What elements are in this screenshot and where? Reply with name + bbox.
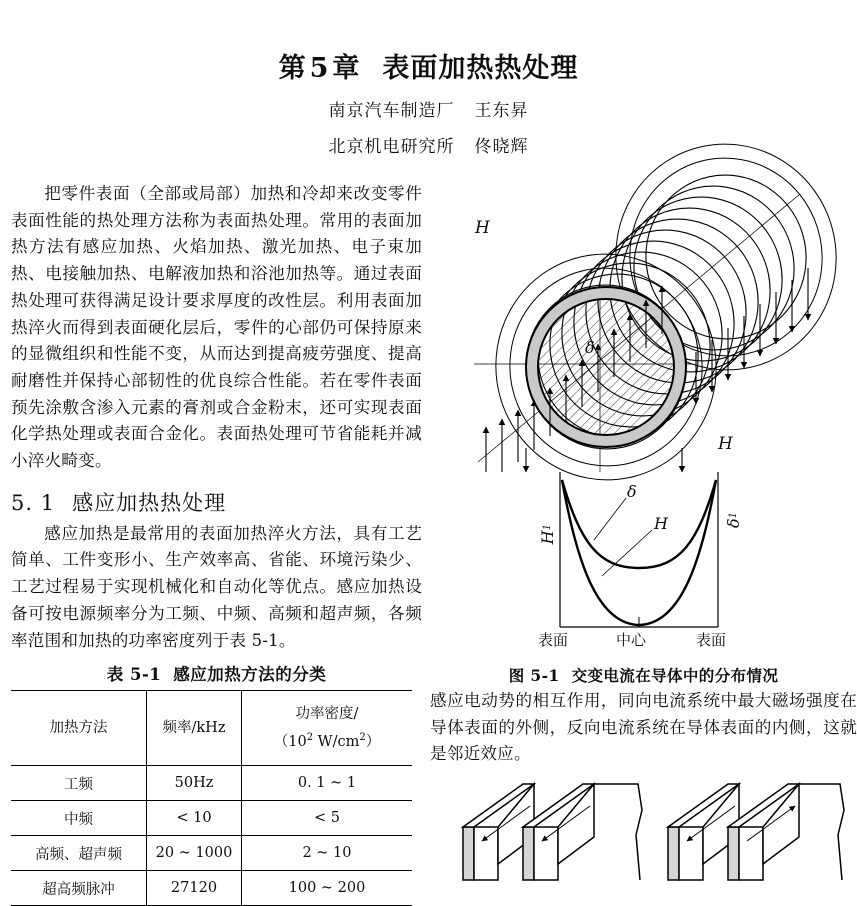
table-header-row <box>11 691 412 766</box>
table-row <box>11 836 412 871</box>
figure-caption <box>430 664 857 686</box>
plot-curve-label-delta: δ <box>627 482 637 501</box>
figure-caption-text: 交变电流在导体中的分布情况 <box>571 666 779 685</box>
unit-sup-1: 2 <box>306 732 314 744</box>
y-right-subscript: 1 <box>728 512 739 519</box>
author-1-org: 南京汽车制造厂 <box>328 101 455 121</box>
section-number: 5. 1 <box>11 490 56 515</box>
chapter-title-text: 表面加热热处理 <box>382 53 579 84</box>
table-header-power-density <box>242 691 413 766</box>
cylinder-label-delta: δ <box>585 338 595 357</box>
table-caption-label: 表 5-1 <box>106 665 162 685</box>
page-title <box>0 46 857 85</box>
right-column-text <box>430 688 857 768</box>
cell-frequency: < 10 <box>147 801 242 836</box>
table-body <box>11 766 412 906</box>
left-column <box>11 181 422 906</box>
table-caption-text: 感应加热方法的分类 <box>173 665 327 685</box>
cell-power-density: < 5 <box>242 801 413 836</box>
plate-current-figure <box>430 775 857 880</box>
table-caption <box>11 661 422 685</box>
cell-power-density: 2 ~ 10 <box>242 836 413 871</box>
cell-method: 中频 <box>11 801 147 836</box>
section-title: 感应加热热处理 <box>72 490 227 515</box>
table-row <box>11 871 412 906</box>
cell-power-density: 100 ~ 200 <box>242 871 413 906</box>
distribution-plot-svg <box>430 472 857 652</box>
cell-method: 工频 <box>11 766 147 801</box>
section-heading-5-1 <box>11 487 422 517</box>
y-left-subscript: 1 <box>542 524 553 531</box>
chapter-header <box>0 46 857 157</box>
induction-heating-table <box>11 690 412 906</box>
chapter-word: 章 <box>332 53 361 84</box>
proximity-effect-paragraph: 感应电动势的相互作用，同向电流系统中最大磁场强度在导体表面的外侧，反向电流系统在导体表面的内侧，这就是邻近效应。 <box>430 691 857 764</box>
unit-post: ） <box>365 734 381 751</box>
y-right-symbol: δ <box>724 518 743 529</box>
cell-frequency: 50Hz <box>147 766 242 801</box>
table-row <box>11 801 412 836</box>
author-2-name: 佟晓辉 <box>474 137 529 157</box>
plot-x-tick-left: 表面 <box>538 631 569 649</box>
table-header-frequency: 频率/kHz <box>147 691 242 766</box>
unit-sup-2: 2 <box>359 732 366 744</box>
author-line-1 <box>0 96 857 121</box>
cylinder-label-h-right: H <box>718 434 733 454</box>
table-head <box>11 691 412 766</box>
table-row <box>11 766 412 801</box>
unit-pre: （10 <box>273 734 307 751</box>
author-1-name: 王东昇 <box>474 101 529 121</box>
section-paragraph: 感应加热是最常用的表面加热淬火方法，具有工艺简单、工件变形小、生产效率高、省能、环境污染少、工艺过程易于实现机械化和自动化等优点。感应加热设备可按电源频率分为工频、中频、高频和超声频，各频率范围和加热的功率密度列于表 5-1。 <box>11 523 422 650</box>
unit-mid: W/cm <box>313 734 360 751</box>
plot-y-axis-right-label <box>724 512 743 528</box>
plate-current-svg <box>430 775 857 880</box>
y-left-symbol: H <box>538 530 557 545</box>
plot-y-axis-left-label <box>538 524 557 544</box>
cell-method: 超高频脉冲 <box>11 871 147 906</box>
plot-x-tick-right: 表面 <box>696 631 727 649</box>
cylinder-field-svg <box>430 172 857 472</box>
cell-power-density: 0. 1 ~ 1 <box>242 766 413 801</box>
cell-frequency: 27120 <box>147 871 242 906</box>
table-header-method: 加热方法 <box>11 691 147 766</box>
chapter-prefix: 第 <box>278 53 307 84</box>
power-density-line-1: 功率密度/ <box>295 706 359 723</box>
chapter-number: 5 <box>309 53 330 84</box>
plot-x-tick-center: 中心 <box>616 631 647 649</box>
cell-frequency: 20 ~ 1000 <box>147 836 242 871</box>
cylinder-field-figure <box>430 172 857 472</box>
cylinder-label-h-left: H <box>475 218 490 238</box>
figure-caption-label: 图 5-1 <box>508 666 560 685</box>
plot-curve-label-h: H <box>654 514 668 533</box>
cell-method: 高频、超声频 <box>11 836 147 871</box>
current-distribution-plot <box>430 472 857 652</box>
power-density-line-2 <box>242 726 412 754</box>
intro-paragraph: 把零件表面（全部或局部）加热和冷却来改变零件表面性能的热处理方法称为表面热处理。常用的表面加热方法有感应加热、火焰加热、激光加热、电子束加热、电接触加热、电解液加热和浴池加热等。通过表面热处理可获得满足设计要求厚度的改性层。利用表面加热淬火而得到表面硬化层后，零件的心部仍可保持原来的显微组织和性能不变，从而达到提高疲劳强度、提高耐磨性并保持心部韧性的优良综合性能。若在零件表面预先涂敷含渗入元素的膏剂或合金粉末，还可实现表面化学热处理或表面合金化。表面热处理可节省能耗并减小淬火畸变。 <box>11 184 422 471</box>
author-2-org: 北京机电研究所 <box>328 137 455 157</box>
